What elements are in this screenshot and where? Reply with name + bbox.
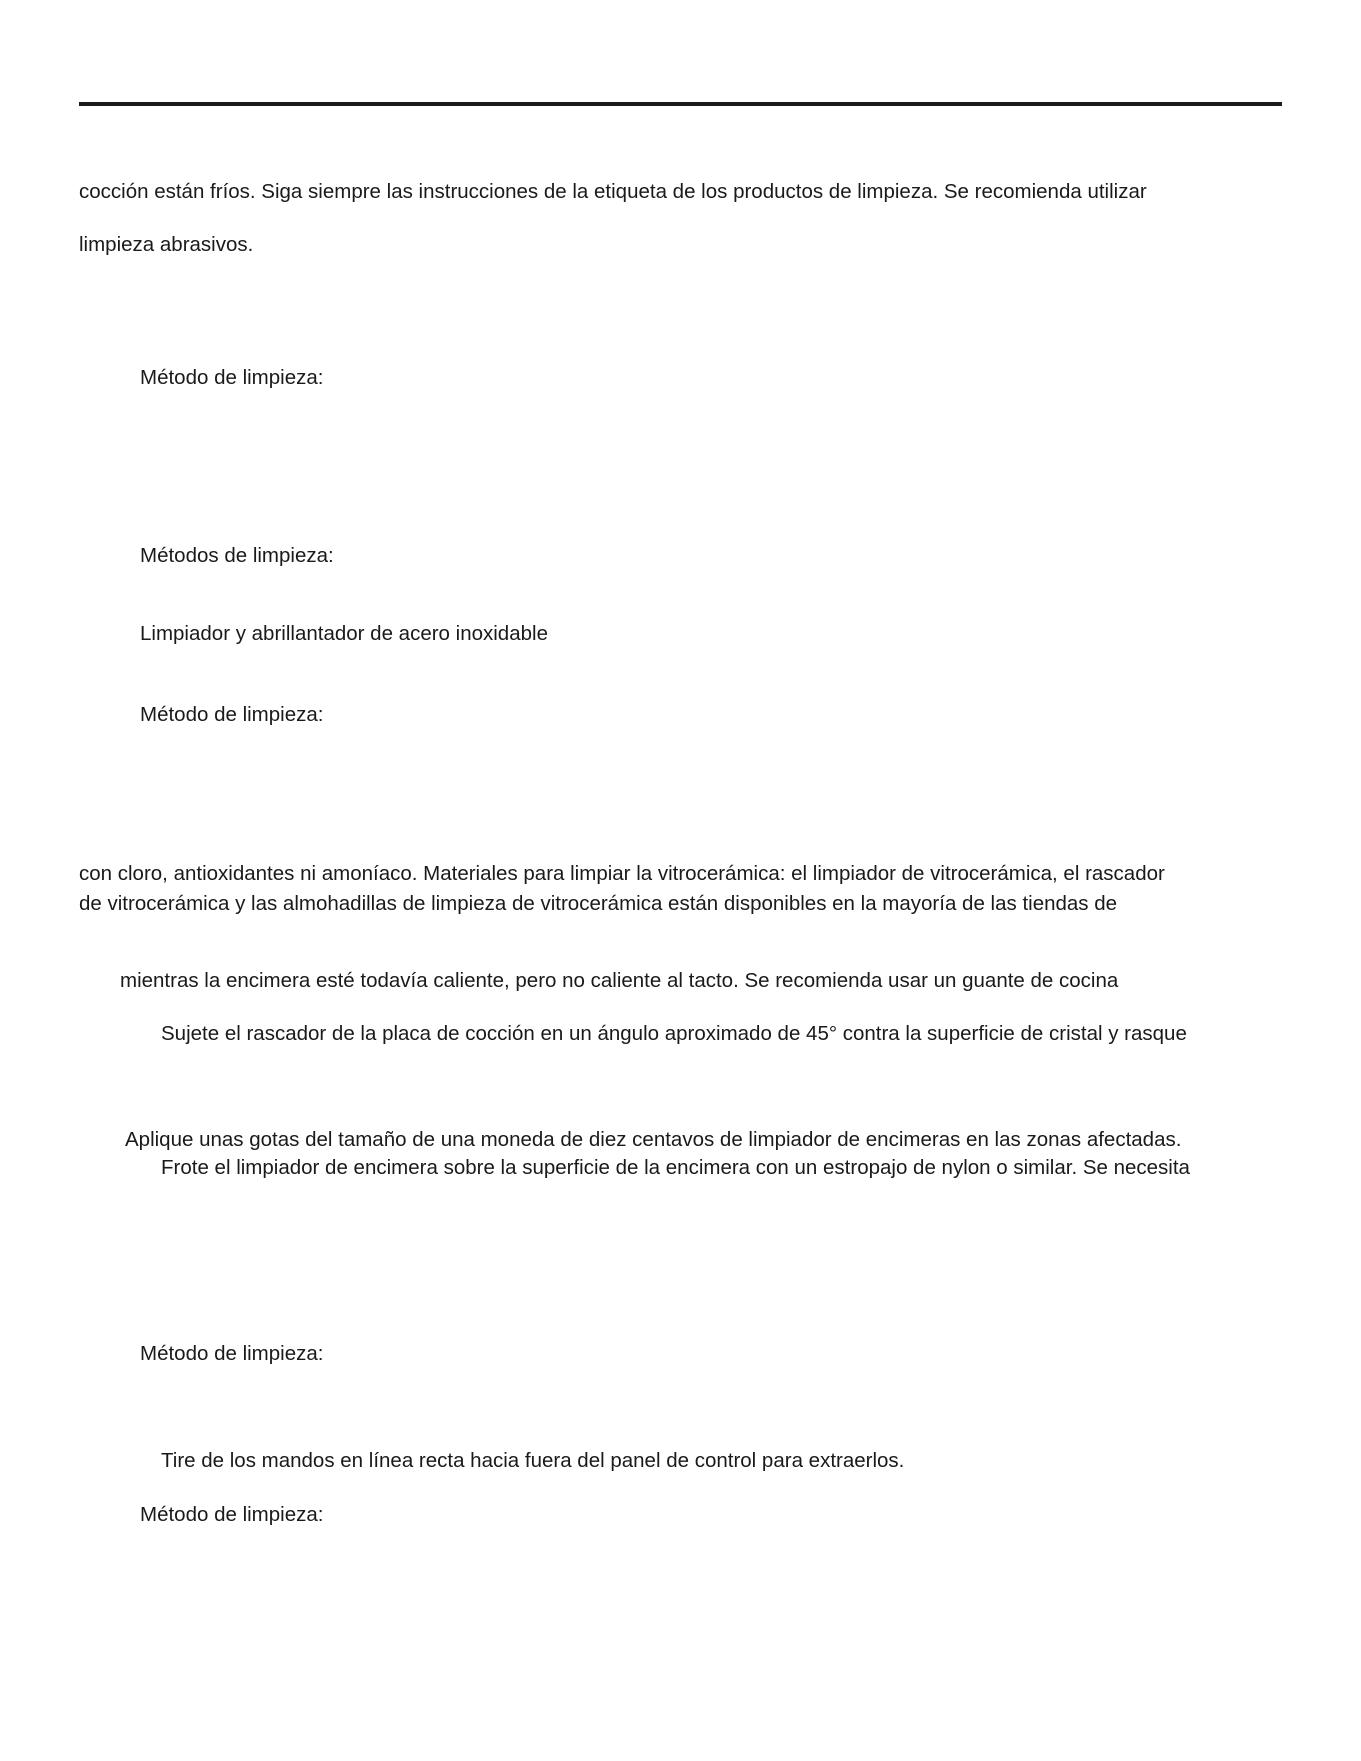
step-apply-cleaner-line: Aplique unas gotas del tamaño de una moneda de diez centavos de limpiador de encimeras en las zonas afectadas. xyxy=(125,1128,1182,1151)
cleaning-method-heading: Método de limpieza: xyxy=(140,1342,324,1365)
paragraph-line-5: mientras la encimera esté todavía caliente, pero no caliente al tacto. Se recomienda usar un guante de cocina xyxy=(120,969,1119,992)
paragraph-line-2: limpieza abrasivos. xyxy=(79,233,254,256)
paragraph-line-3: con cloro, antioxidantes ni amoníaco. Materiales para limpiar la vitrocerámica: el limpiador de vitrocerámica, el rascador xyxy=(79,862,1165,885)
cleaning-method-heading: Método de limpieza: xyxy=(140,1503,324,1526)
step-rub-cleaner-line: Frote el limpiador de encimera sobre la superficie de la encimera con un estropajo de nylon o similar. Se necesita xyxy=(161,1156,1190,1179)
cleaning-methods-heading: Métodos de limpieza: xyxy=(140,544,334,567)
cleaning-method-heading: Método de limpieza: xyxy=(140,703,324,726)
stainless-steel-cleaner-label: Limpiador y abrillantador de acero inoxidable xyxy=(140,622,548,645)
paragraph-line-4: de vitrocerámica y las almohadillas de limpieza de vitrocerámica están disponibles en la mayoría de las tiendas de xyxy=(79,892,1118,915)
top-rule xyxy=(79,102,1282,106)
paragraph-line-1: cocción están fríos. Siga siempre las instrucciones de la etiqueta de los productos de limpieza. Se recomienda utilizar xyxy=(79,180,1147,203)
step-scraper-line: Sujete el rascador de la placa de cocción en un ángulo aproximado de 45° contra la superficie de cristal y rasque xyxy=(161,1022,1187,1045)
knob-removal-line: Tire de los mandos en línea recta hacia fuera del panel de control para extraerlos. xyxy=(161,1449,905,1472)
cleaning-method-heading: Método de limpieza: xyxy=(140,366,324,389)
